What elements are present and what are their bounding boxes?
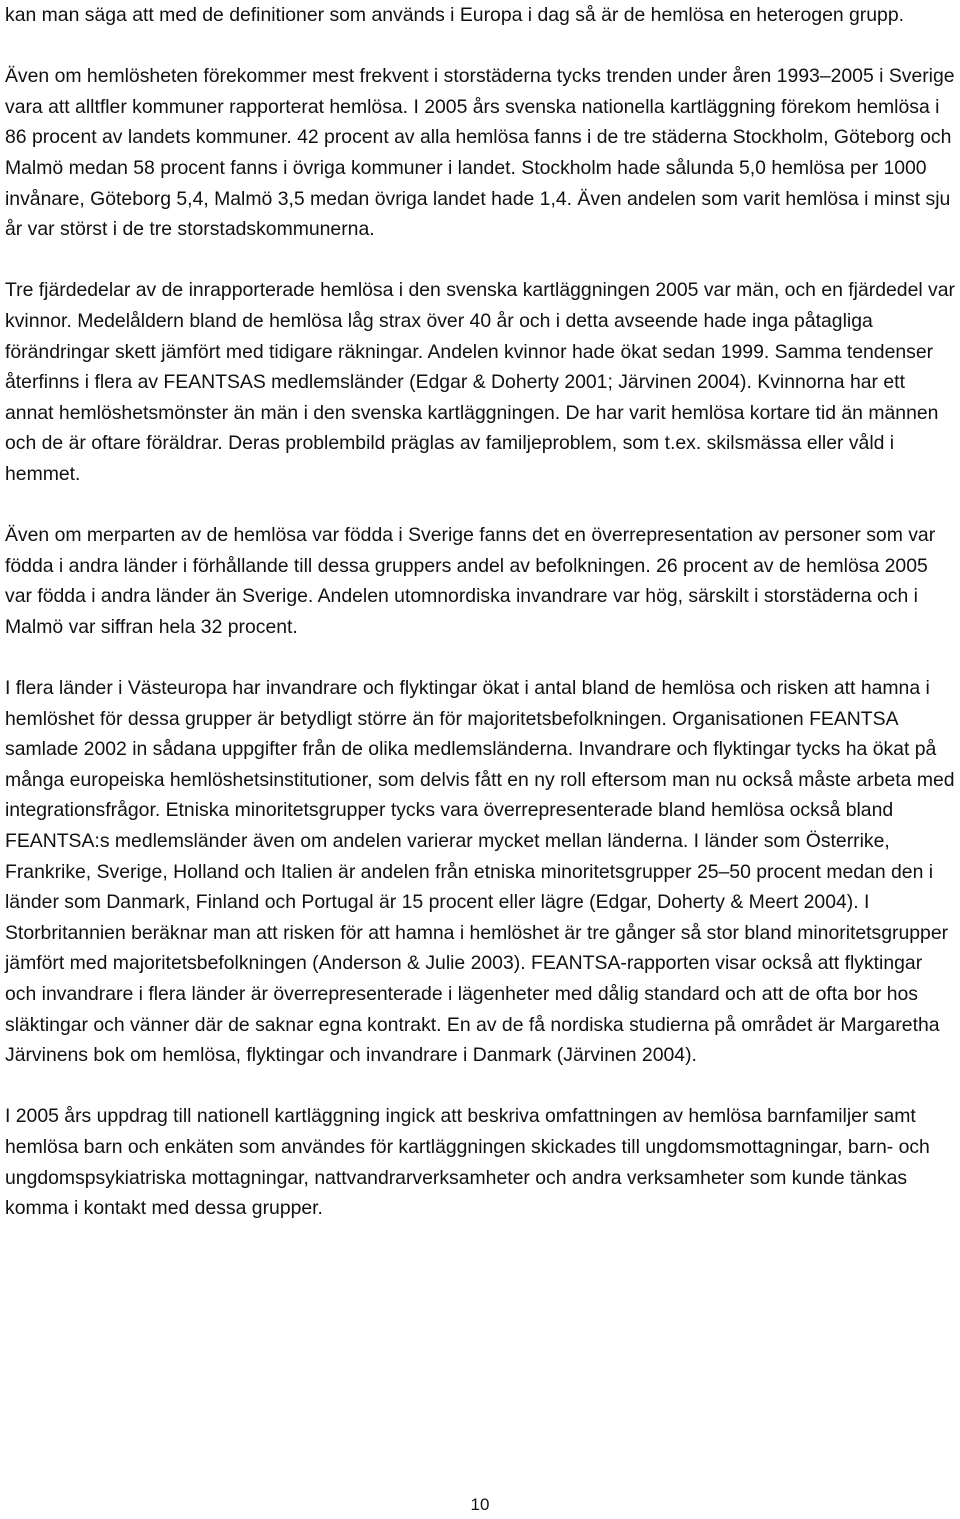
page-number: 10 <box>470 1495 490 1514</box>
paragraph-2: Även om hemlösheten förekommer mest frekvent i storstäderna tycks trenden under åren 1993–2005 i Sverige vara att alltfler kommuner rapporterat hemlösa. I 2005 års svenska nationella kartläggning förekom hemlösa i 86 procent av landets kommuner. 42 procent av alla hemlösa fanns i de tre städerna Stockholm, Göteborg och Malmö medan 58 procent fanns i övriga kommuner i landet. Stockholm hade sålunda 5,0 hemlösa per 1000 invånare, Göteborg 5,4, Malmö 3,5 medan övriga landet hade 1,4. Även andelen som varit hemlösa i minst sju år var störst i de tre storstadskommunerna. <box>5 65 955 241</box>
document-page <box>5 0 957 1254</box>
paragraph-6: I 2005 års uppdrag till nationell kartläggning ingick att beskriva omfattningen av hemlösa barnfamiljer samt hemlösa barn och enkäten som användes för kartläggningen skickades till ungdomsmottagningar, barn- och ungdomspsykiatriska mottagningar, nattvandrarverksamheter och andra verksamheter som kunde tänkas komma i kontakt med dessa grupper. <box>5 1105 930 1220</box>
paragraph-4: Även om merparten av de hemlösa var födda i Sverige fanns det en överrepresentation av personer som var födda i andra länder i förhållande till dessa gruppers andel av befolkningen. 26 procent av de hemlösa 2005 var födda i andra länder än Sverige. Andelen utomnordiska invandrare var hög, särskilt i storstäderna och i Malmö var siffran hela 32 procent. <box>5 524 936 638</box>
paragraph-3: Tre fjärdedelar av de inrapporterade hemlösa i den svenska kartläggningen 2005 var män, och en fjärdedel var kvinnor. Medelåldern bland de hemlösa låg strax över 40 år och i detta avseende hade inga påtagliga förändringar skett jämfört med tidigare räkningar. Andelen kvinnor hade ökat sedan 1999. Samma tendenser återfinns i flera av FEANTSAS medlemsländer (Edgar & Doherty 2001; Järvinen 2004). Kvinnorna har ett annat hemlöshetsmönster än män i den svenska kartläggningen. De har varit hemlösa kortare tid än männen och de är oftare föräldrar. Deras problembild präglas av familjeproblem, som t.ex. skilsmässa eller våld i hemmet. <box>5 279 955 485</box>
paragraph-5: I flera länder i Västeuropa har invandrare och flyktingar ökat i antal bland de hemlösa och risken att hamna i hemlöshet för dessa grupper är betydligt större än för majoritetsbefolkningen. Organisationen FEANTSA samlade 2002 in sådana uppgifter från de olika medlemsländerna. Invandrare och flyktingar tycks ha ökat på många europeiska hemlöshetsinstitutioner, som delvis fått en ny roll eftersom man nu också måste arbeta med integrationsfrågor. Etniska minoritetsgrupper tycks vara överrepresenterade bland hemlösa också bland FEANTSA:s medlemsländer även om andelen varierar mycket mellan länderna. I länder som Österrike, Frankrike, Sverige, Holland och Italien är andelen från etniska minoritetsgrupper 25–50 procent medan den i länder som Danmark, Finland och Portugal är 15 procent eller lägre (Edgar, Doherty & Meert 2004). I Storbritannien beräknar man att risken för att hamna i hemlöshet är tre gånger så stor bland minoritetsgrupper jämfört med majoritetsbefolkningen (Anderson & Julie 2003). FEANTSA-rapporten visar också att flyktingar och invandrare i flera länder är överrepresenterade i lägenheter med dålig standard och att de ofta bor hos släktingar och vänner där de saknar egna kontrakt. En av de få nordiska studierna på området är Margaretha Järvinens bok om hemlösa, flyktingar och invandrare i Danmark (Järvinen 2004). <box>5 677 955 1067</box>
paragraph-1: kan man säga att med de definitioner som används i Europa i dag så är de hemlösa en heterogen grupp. <box>5 4 905 26</box>
